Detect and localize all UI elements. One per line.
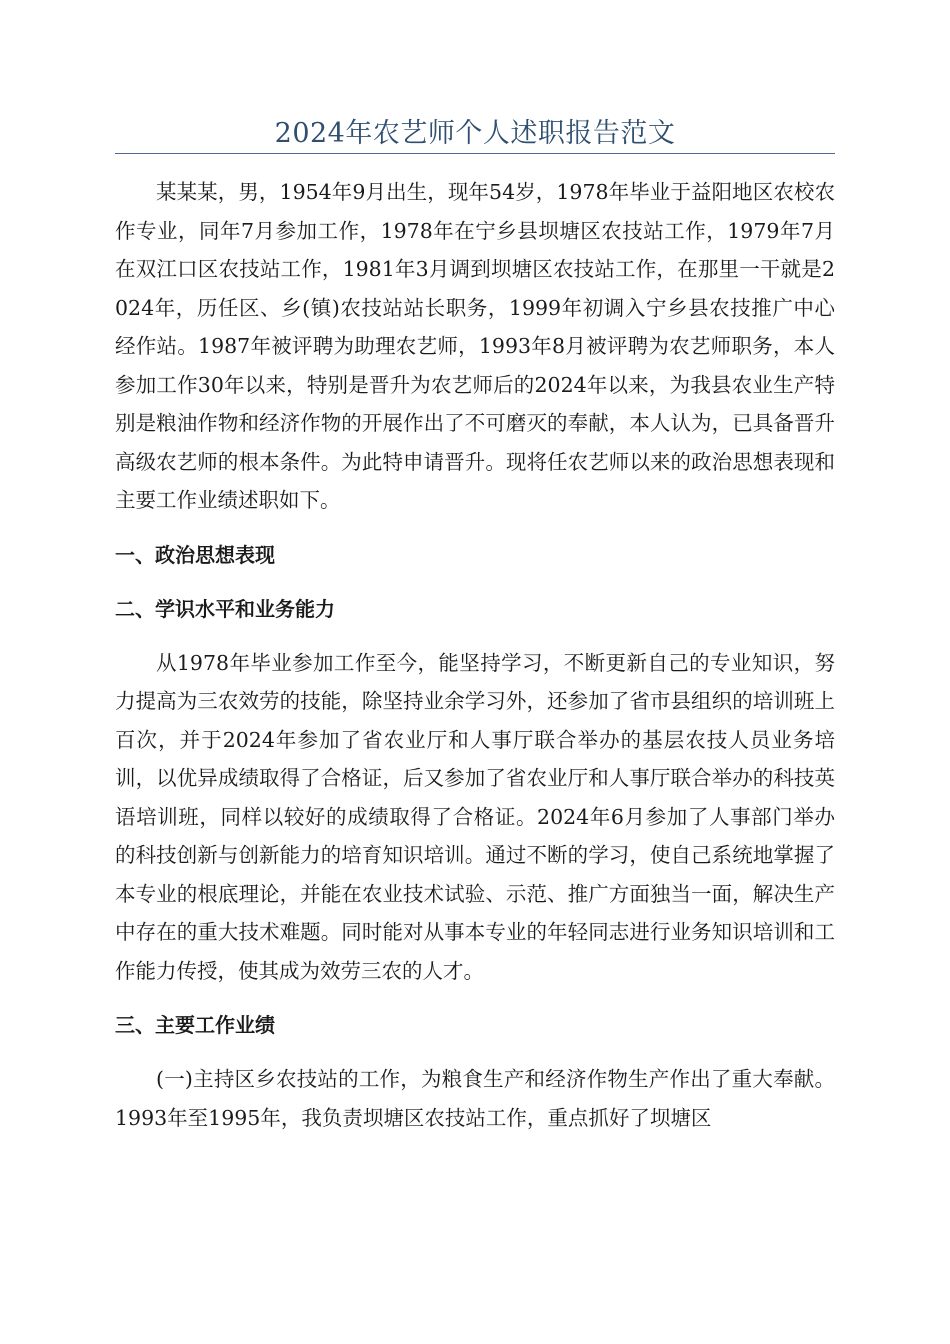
document-body xyxy=(115,173,835,1137)
title-underline xyxy=(115,153,835,154)
document-title: 2024年农艺师个人述职报告范文 xyxy=(274,118,676,149)
section-heading-achievements: 三、主要工作业绩 xyxy=(115,1013,275,1037)
knowledge-paragraph: 从1978年毕业参加工作至今，能坚持学习，不断更新自己的专业知识，努力提高为三农效劳的技能，除坚持业余学习外，还参加了省市县组织的培训班上百次，并于2024年参加了省农业厅和人事厅联合举办的基层农技人员业务培训，以优异成绩取得了合格证，后又参加了省农业厅和人事厅联合举办的科技英语培训班，同样以较好的成绩取得了合格证。2024年6月参加了人事部门举办的科技创新与创新能力的培育知识培训。通过不断的学习，使自己系统地掌握了本专业的根底理论，并能在农业技术试验、示范、推广方面独当一面，解决生产中存在的重大技术难题。同时能对从事本专业的年轻同志进行业务知识培训和工作能力传授，使其成为效劳三农的人才。 xyxy=(115,650,835,983)
section-heading-knowledge: 二、学识水平和业务能力 xyxy=(115,596,335,621)
achievements-paragraph: (一)主持区乡农技站的工作，为粮食生产和经济作物生产作出了重大奉献。1993年至1995年，我负责坝塘区农技站工作，重点抓好了坝塘区 xyxy=(115,1067,835,1130)
section-heading-political: 一、政治思想表现 xyxy=(115,542,275,567)
intro-paragraph: 某某某，男，1954年9月出生，现年54岁，1978年毕业于益阳地区农校农作专业，同年7月参加工作，1978年在宁乡县坝塘区农技站工作，1979年7月在双江口区农技站工作，1981年3月调到坝塘区农技站工作，在那里一干就是2024年，历任区、乡(镇)农技站站长职务，1999年初调入宁乡县农技推广中心经作站。1987年被评聘为助理农艺师，1993年8月被评聘为农艺师职务，本人参加工作30年以来，特别是晋升为农艺师后的2024年以来，为我县农业生产特别是粮油作物和经济作物的开展作出了不可磨灭的奉献，本人认为，已具备晋升高级农艺师的根本条件。为此特申请晋升。现将任农艺师以来的政治思想表现和主要工作业绩述职如下。 xyxy=(115,180,835,512)
